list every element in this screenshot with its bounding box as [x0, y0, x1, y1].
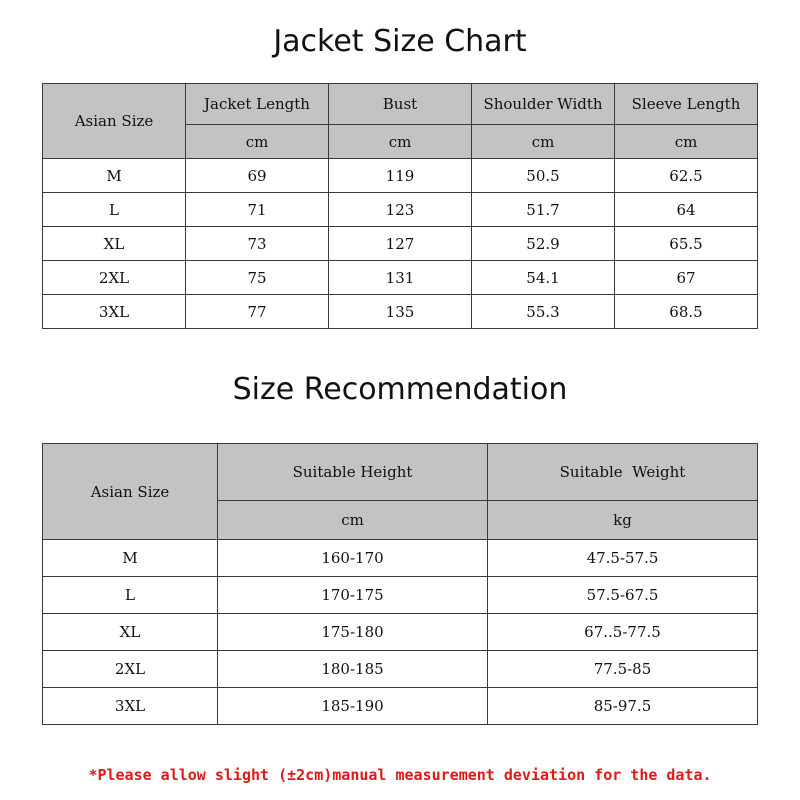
value-cell: 65.5 [615, 227, 758, 261]
table-row [43, 688, 758, 725]
table-row [43, 295, 758, 329]
value-cell: 170-175 [218, 577, 488, 614]
value-cell: 123 [329, 193, 472, 227]
table-row [43, 227, 758, 261]
value-cell: 175-180 [218, 614, 488, 651]
size-cell: 3XL [43, 295, 186, 329]
value-cell: 69 [186, 159, 329, 193]
value-cell: 54.1 [472, 261, 615, 295]
value-cell: 135 [329, 295, 472, 329]
value-cell: 47.5-57.5 [488, 540, 758, 577]
column-header: Bust [329, 84, 472, 125]
value-cell: 73 [186, 227, 329, 261]
table-row [43, 540, 758, 577]
value-cell: 55.3 [472, 295, 615, 329]
value-cell: 51.7 [472, 193, 615, 227]
value-cell: 67..5-77.5 [488, 614, 758, 651]
value-cell: 52.9 [472, 227, 615, 261]
table-row [43, 159, 758, 193]
size-cell: 2XL [43, 261, 186, 295]
column-header: Shoulder Width [472, 84, 615, 125]
recommendation-title: Size Recommendation [232, 372, 568, 407]
size-header-cell: Asian Size [43, 84, 186, 159]
value-cell: 119 [329, 159, 472, 193]
size-cell: XL [43, 614, 218, 651]
unit-cell: kg [488, 501, 758, 540]
value-cell: 185-190 [218, 688, 488, 725]
unit-cell: cm [472, 125, 615, 159]
table-row [43, 261, 758, 295]
value-cell: 68.5 [615, 295, 758, 329]
value-cell: 85-97.5 [488, 688, 758, 725]
value-cell: 57.5-67.5 [488, 577, 758, 614]
value-cell: 77.5-85 [488, 651, 758, 688]
table-row [43, 651, 758, 688]
unit-cell: cm [329, 125, 472, 159]
value-cell: 127 [329, 227, 472, 261]
value-cell: 62.5 [615, 159, 758, 193]
size-chart-title: Jacket Size Chart [273, 24, 527, 59]
size-cell: M [43, 159, 186, 193]
size-cell: 2XL [43, 651, 218, 688]
value-cell: 64 [615, 193, 758, 227]
value-cell: 75 [186, 261, 329, 295]
table-row [43, 614, 758, 651]
unit-cell: cm [218, 501, 488, 540]
table-row [43, 193, 758, 227]
value-cell: 67 [615, 261, 758, 295]
unit-cell: cm [615, 125, 758, 159]
value-cell: 50.5 [472, 159, 615, 193]
size-cell: L [43, 193, 186, 227]
table-row [43, 577, 758, 614]
size-cell: 3XL [43, 688, 218, 725]
column-header: Suitable Height [218, 444, 488, 501]
size-header-cell: Asian Size [43, 444, 218, 540]
size-chart-table [42, 83, 758, 329]
measurement-note: *Please allow slight (±2cm)manual measurement deviation for the data. [88, 766, 712, 784]
value-cell: 71 [186, 193, 329, 227]
value-cell: 160-170 [218, 540, 488, 577]
value-cell: 77 [186, 295, 329, 329]
column-header: Suitable Weight [488, 444, 758, 501]
size-cell: M [43, 540, 218, 577]
size-cell: XL [43, 227, 186, 261]
size-cell: L [43, 577, 218, 614]
value-cell: 131 [329, 261, 472, 295]
column-header: Sleeve Length [615, 84, 758, 125]
value-cell: 180-185 [218, 651, 488, 688]
recommendation-table [42, 443, 758, 725]
unit-cell: cm [186, 125, 329, 159]
column-header: Jacket Length [186, 84, 329, 125]
